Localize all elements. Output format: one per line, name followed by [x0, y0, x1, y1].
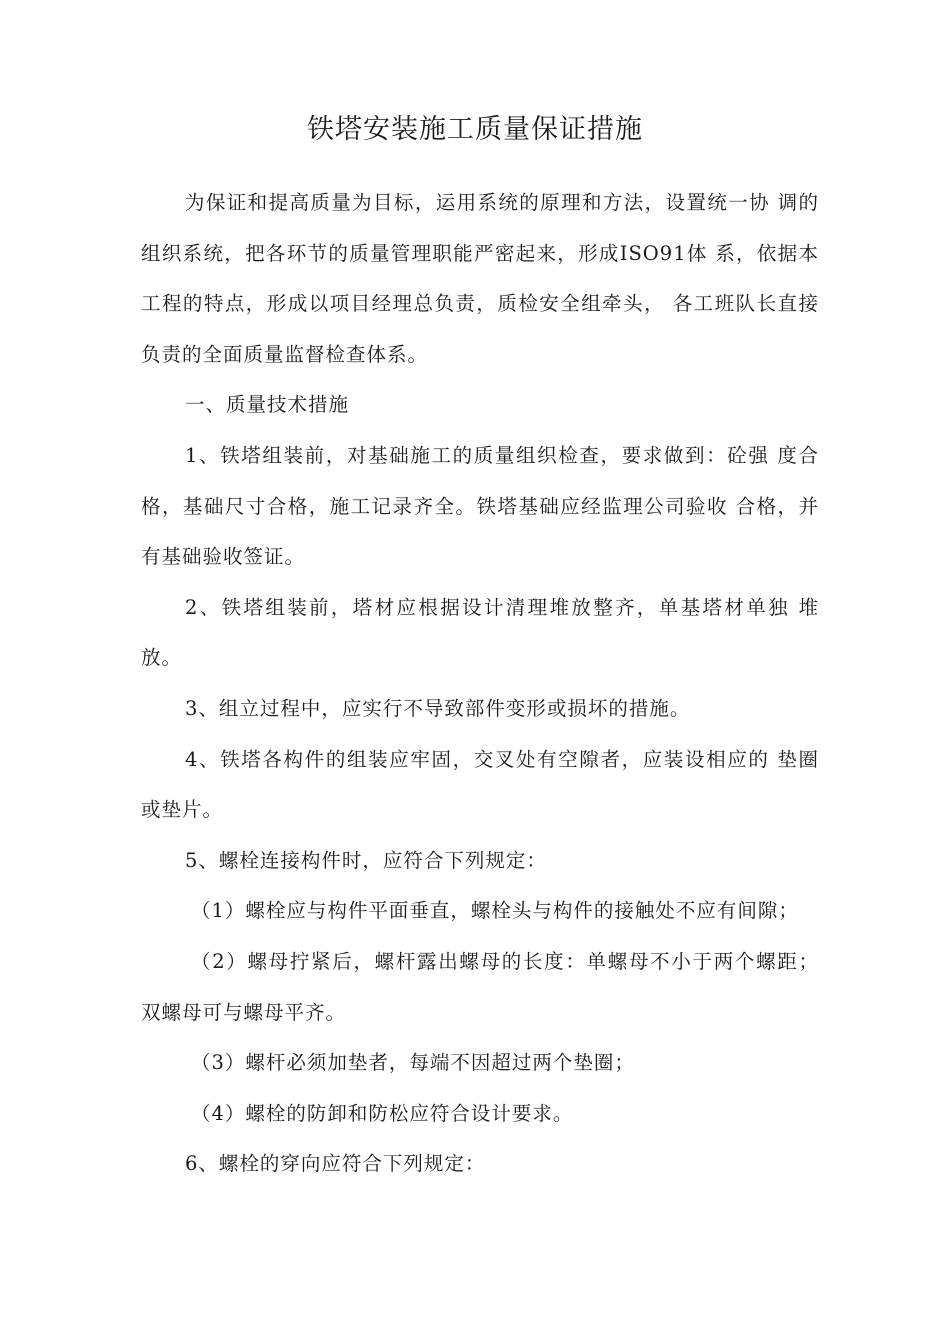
document-title: 铁塔安装施工质量保证措施 [307, 114, 643, 145]
subitem-3-paragraph: （3）螺杆必须加垫者，每端不因超过两个垫圈； [191, 1051, 635, 1075]
document-body [141, 178, 819, 1190]
item-6-paragraph: 6、螺栓的穿向应符合下列规定： [185, 1152, 486, 1176]
intro-paragraph: 为保证和提高质量为目标，运用系统的原理和方法，设置统一协 调的组织系统，把各环节的质量管理职能严密起来，形成ISO91体 系，依据本工程的特点，形成以项目经理总负责，质检安全组牵头， 各工班队长直接负责的全面质量监督检查体系。 [141, 191, 819, 366]
item-3-paragraph: 3、组立过程中，应实行不导致部件变形或损坏的措施。 [185, 696, 691, 720]
item-4-paragraph: 4、铁塔各构件的组装应牢固，交叉处有空隙者，应装设相应的 垫圈或垫片。 [141, 747, 819, 822]
item-2-paragraph: 2、铁塔组装前，塔材应根据设计清理堆放整齐，单基塔材单独 堆放。 [141, 595, 819, 670]
item-1-paragraph: 1、铁塔组装前，对基础施工的质量组织检查，要求做到：砼强 度合格，基础尺寸合格，施工记录齐全。铁塔基础应经监理公司验收 合格，并有基础验收签证。 [141, 443, 819, 569]
subitem-2-paragraph: （2）螺母拧紧后，螺杆露出螺母的长度：单螺母不小于两个螺距；双螺母可与螺母平齐。 [141, 949, 819, 1024]
subitem-4-paragraph: （4）螺栓的防卸和防松应符合设计要求。 [191, 1101, 574, 1125]
section-heading-quality-measures: 一、质量技术措施 [185, 393, 350, 417]
subitem-1-paragraph: （1）螺栓应与构件平面垂直，螺栓头与构件的接触处不应有间隙； [191, 899, 799, 923]
item-5-paragraph: 5、螺栓连接构件时，应符合下列规定： [185, 848, 547, 872]
